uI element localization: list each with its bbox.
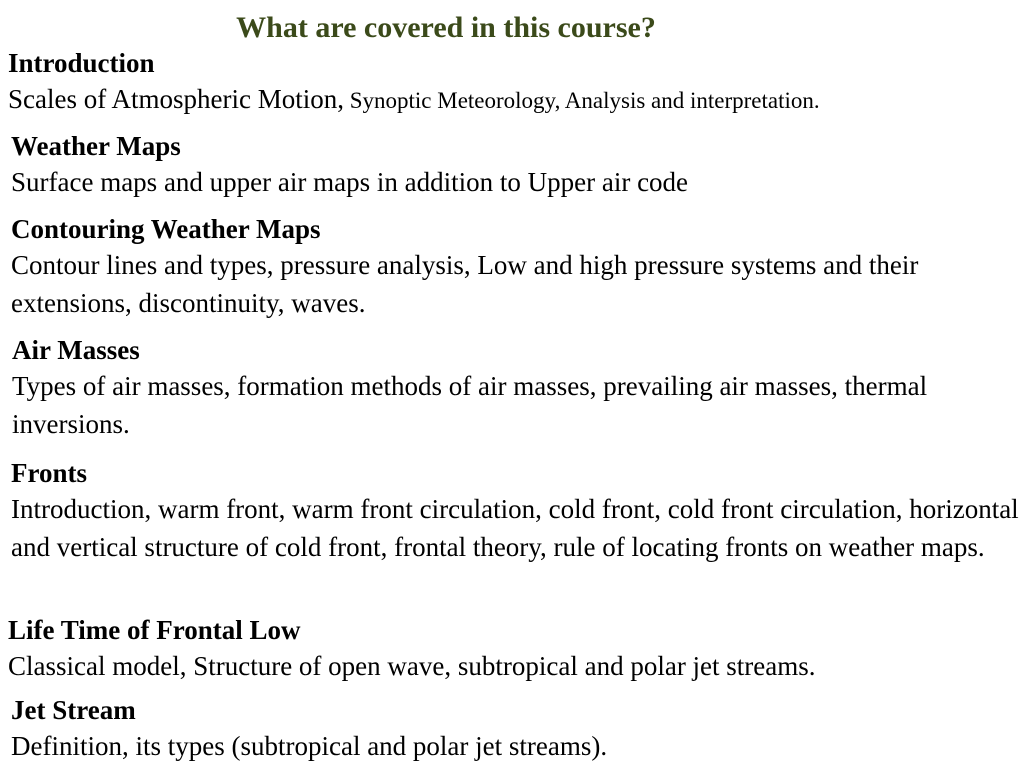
section-body: Surface maps and upper air maps in addition to Upper air code [11,167,689,197]
section-body: Contour lines and types, pressure analysis, Low and high pressure systems and their extensions, discontinuity, waves. [11,250,919,318]
section-body [8,80,1018,120]
section-weather-maps [11,129,1021,201]
section-life-time-of-frontal-low [8,613,1018,685]
section-contouring-weather-maps [11,212,1021,322]
section-introduction [8,46,1018,120]
page-title: What are covered in this course? [236,11,656,44]
section-heading: Fronts [11,458,88,488]
section-jet-stream [11,693,1021,765]
section-fronts [11,456,1021,566]
section-body-part: Scales of Atmospheric Motion, [8,84,344,114]
section-heading: Weather Maps [11,131,181,161]
section-heading: Introduction [8,48,155,78]
section-air-masses [12,333,1022,443]
section-body-part: Synoptic Meteorology, Analysis and interpretation. [343,88,820,113]
section-body: Types of air masses, formation methods of air masses, prevailing air masses, thermal inversions. [12,371,928,439]
section-heading: Life Time of Frontal Low [8,615,301,645]
section-body: Classical model, Structure of open wave, subtropical and polar jet streams. [8,651,816,681]
section-body: Definition, its types (subtropical and polar jet streams). [11,731,608,761]
section-heading: Jet Stream [11,695,136,725]
section-body: Introduction, warm front, warm front circulation, cold front, cold front circulation, horizontal and vertical structure of cold front, frontal theory, rule of locating fronts on weather maps. [11,494,1019,562]
section-heading: Contouring Weather Maps [11,214,321,244]
section-heading: Air Masses [12,335,140,365]
